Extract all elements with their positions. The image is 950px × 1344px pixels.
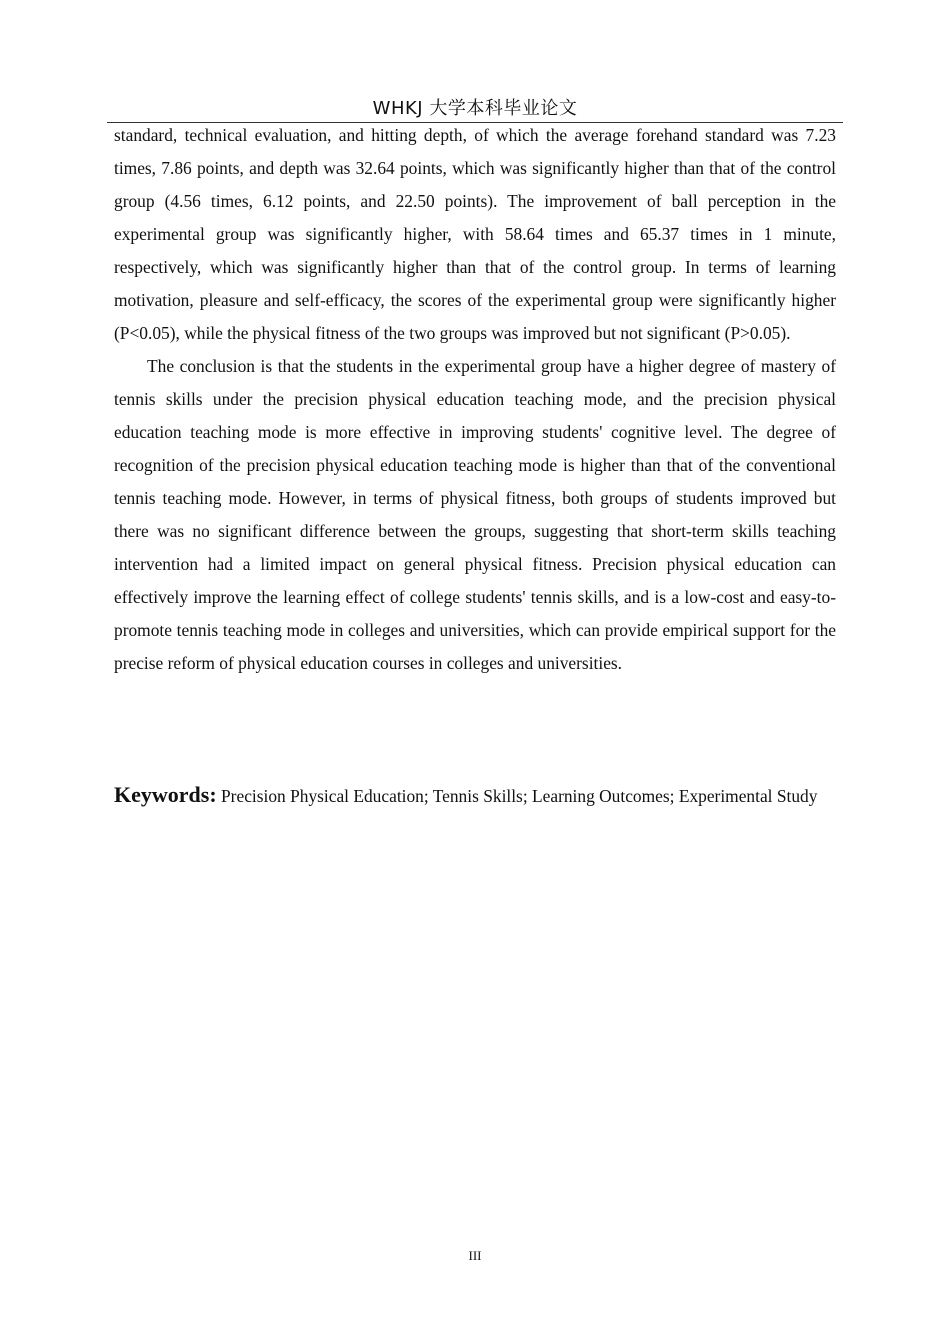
- page-number: III: [468, 1248, 482, 1263]
- keywords-section: [114, 770, 836, 821]
- keywords-text: Precision Physical Education; Tennis Skills; Learning Outcomes; Experimental Study: [221, 786, 818, 806]
- abstract-body: [114, 119, 836, 680]
- header-title: WHKJ 大学本科毕业论文: [372, 98, 578, 119]
- abstract-paragraph-conclusion: The conclusion is that the students in the experimental group have a higher degree of mastery of tennis skills under the precision physical education teaching mode, and the precision physical education teaching mode is more effective in improving students' cognitive level. The degree of recognition of the precision physical education teaching mode is higher than that of the conventional tennis teaching mode. However, in terms of physical fitness, both groups of students improved but there was no significant difference between the groups, suggesting that short-term skills teaching intervention had a limited impact on general physical fitness. Precision physical education can effectively improve the learning effect of college students' tennis skills, and is a low-cost and easy-to-promote tennis teaching mode in colleges and universities, which can provide empirical support for the precise reform of physical education courses in colleges and universities.: [114, 356, 836, 673]
- keywords-label: Keywords:: [114, 782, 217, 807]
- abstract-paragraph-results: standard, technical evaluation, and hitting depth, of which the average forehand standard was 7.23 times, 7.86 points, and depth was 32.64 points, which was significantly higher than that of the control group (4.56 times, 6.12 points, and 22.50 points). The improvement of ball perception in the experimental group was significantly higher, with 58.64 times and 65.37 times in 1 minute, respectively, which was significantly higher than that of the control group. In terms of learning motivation, pleasure and self-efficacy, the scores of the experimental group were significantly higher (P<0.05), while the physical fitness of the two groups was improved but not significant (P>0.05).: [114, 125, 836, 343]
